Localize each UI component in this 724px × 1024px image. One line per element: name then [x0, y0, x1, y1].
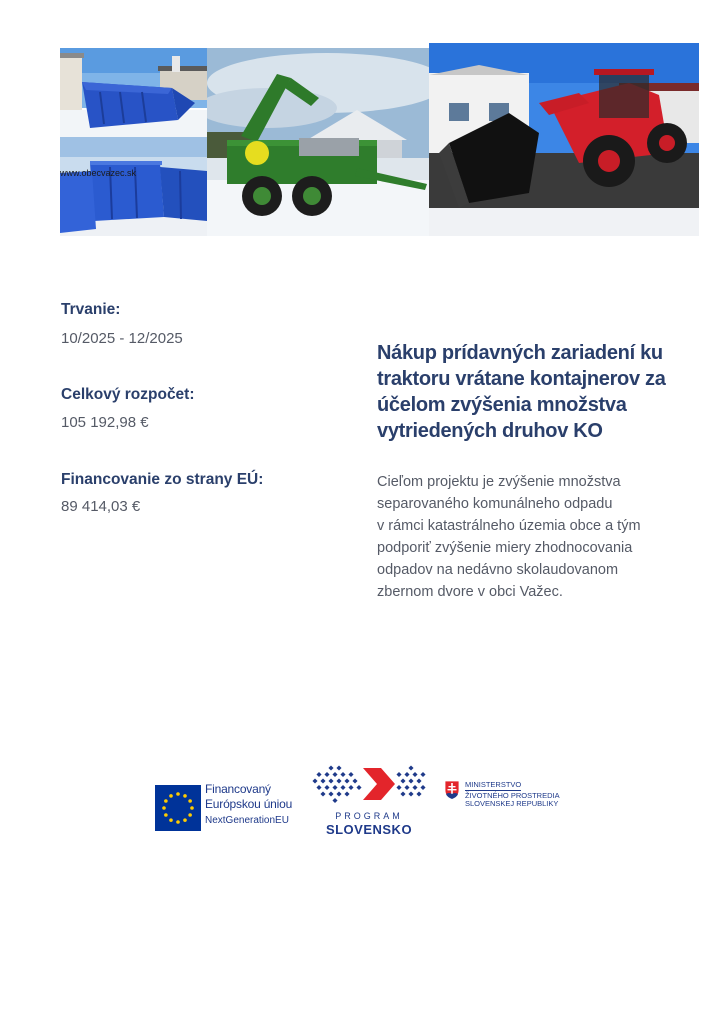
eu-star-icon	[183, 794, 187, 798]
program-logo-line-1: PROGRAM	[335, 811, 403, 821]
program-logo-dot	[408, 778, 413, 783]
program-logo-dot	[356, 785, 361, 790]
ministry-logo-line-1: MINISTERSTVO	[465, 780, 522, 789]
program-logo-dot	[320, 778, 325, 783]
description-line: zbernom dvore v obci Važec.	[377, 584, 563, 600]
program-logo-dot	[344, 791, 349, 796]
program-logo-dot	[408, 765, 413, 770]
project-description	[377, 471, 677, 603]
program-logo-dot	[332, 772, 337, 777]
eu-funding-value: 89 414,03 €	[61, 498, 141, 515]
duration-label: Trvanie:	[61, 301, 121, 318]
program-logo-dot	[312, 778, 317, 783]
program-logo-dot	[324, 785, 329, 790]
program-logo-dot	[416, 791, 421, 796]
eu-star-icon	[162, 806, 166, 810]
program-logo-dot	[332, 785, 337, 790]
program-logo-dot	[408, 791, 413, 796]
eu-star-icon	[164, 799, 168, 803]
photo-watermark: www.obecvazec.sk	[60, 168, 137, 178]
program-logo-dot	[336, 765, 341, 770]
ministry-logo-text	[465, 781, 560, 809]
program-logo-dot	[396, 785, 401, 790]
green-skip-loader-photo	[207, 48, 429, 236]
blue-containers-photo	[60, 137, 207, 236]
eu-funding-logo-text	[205, 782, 292, 828]
description-line: separovaného komunálneho odpadu	[377, 496, 613, 512]
program-logo-dot	[404, 785, 409, 790]
red-tractor-with-bucket-photo	[429, 43, 699, 236]
description-line: Cieľom projektu je zvýšenie množstva	[377, 474, 621, 490]
ministry-logo-line-2: ŽIVOTNÉHO PROSTREDIA	[465, 790, 560, 800]
duration-value: 10/2025 - 12/2025	[61, 330, 183, 347]
program-logo-dot	[404, 772, 409, 777]
eu-star-icon	[169, 794, 173, 798]
program-logo-dot	[328, 778, 333, 783]
description-line: odpadov na nedávno skolaudovanom	[377, 562, 619, 578]
budget-value: 105 192,98 €	[61, 414, 149, 431]
eu-logo-line-2: Európskou úniou	[205, 797, 293, 811]
program-logo-dot	[340, 772, 345, 777]
program-logo-dot	[420, 772, 425, 777]
program-logo-dot	[332, 798, 337, 803]
description-line: v rámci katastrálneho územia obce a tým	[377, 518, 641, 534]
program-logo-dot	[400, 778, 405, 783]
program-logo-dot	[352, 778, 357, 783]
program-logo-dot	[336, 778, 341, 783]
program-logo-dot	[324, 772, 329, 777]
program-logo-dot	[328, 765, 333, 770]
program-logo-dot	[348, 772, 353, 777]
ministry-logo-line-3: SLOVENSKEJ REPUBLIKY	[465, 799, 559, 808]
project-title: Nákup prídavných zariadení ku traktoru vrátane kontajnerov za účelom zvýšenia množstva vytriedených druhov KO	[377, 342, 666, 442]
program-logo-dot	[412, 785, 417, 790]
program-logo-dot	[412, 772, 417, 777]
eu-logo-line-1: Financovaný	[205, 782, 271, 796]
program-logo-line-2: SLOVENSKO	[325, 822, 413, 837]
program-logo-dot	[328, 791, 333, 796]
slovak-coat-of-arms-icon	[444, 780, 460, 800]
program-logo-dot	[344, 778, 349, 783]
description-line: podporiť zvýšenie miery zhodnocovania	[377, 540, 633, 556]
eu-star-icon	[188, 813, 192, 817]
program-logo-dot	[336, 791, 341, 796]
eu-star-icon	[190, 806, 194, 810]
eu-star-icon	[176, 792, 180, 796]
program-logo-dot	[316, 772, 321, 777]
program-logo-dot	[416, 778, 421, 783]
budget-label: Celkový rozpočet:	[61, 386, 195, 403]
program-logo-dot	[396, 772, 401, 777]
eu-star-icon	[183, 818, 187, 822]
eu-star-icon	[169, 818, 173, 822]
eu-logo-line-3: NextGenerationEU	[205, 815, 289, 826]
eu-funding-label: Financovanie zo strany EÚ:	[61, 471, 264, 488]
blue-skip-container-photo	[60, 48, 207, 137]
eu-star-icon	[164, 813, 168, 817]
program-logo-dot	[316, 785, 321, 790]
eu-star-icon	[188, 799, 192, 803]
eu-flag-logo	[155, 785, 201, 831]
program-logo-dot	[348, 785, 353, 790]
program-slovensko-logo	[311, 762, 427, 810]
program-logo-dot	[420, 785, 425, 790]
program-logo-dot	[320, 791, 325, 796]
program-logo-dot	[400, 791, 405, 796]
eu-star-icon	[176, 820, 180, 824]
program-logo-dot	[340, 785, 345, 790]
